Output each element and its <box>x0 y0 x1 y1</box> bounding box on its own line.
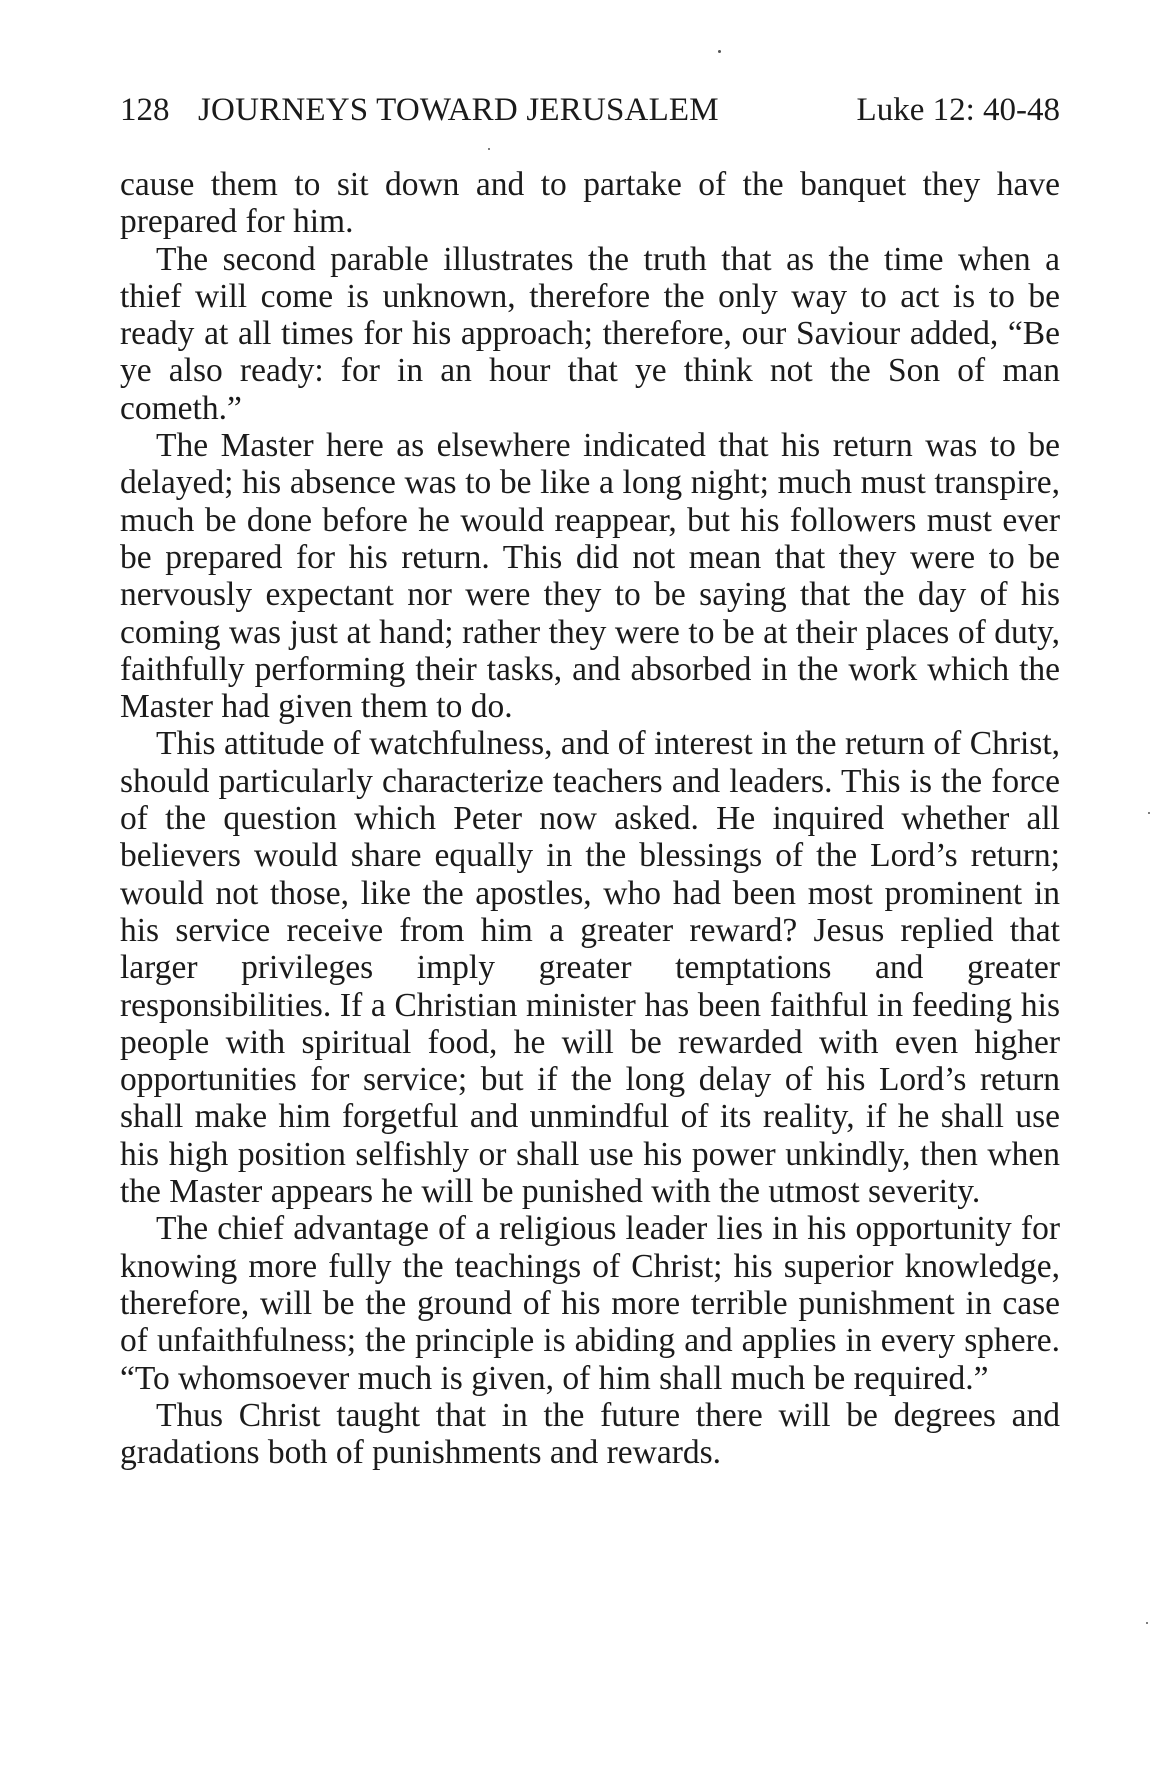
running-title: JOURNEYS TOWARD JERUSALEM <box>198 92 719 128</box>
page-number: 128 <box>120 92 170 128</box>
scan-speck <box>488 148 490 150</box>
scan-speck <box>1146 1622 1148 1624</box>
paragraph: The chief advantage of a religious leader lies in his opportunity for knowing more fully the teachings of Christ; his superior knowledge, therefore, will be the ground of his more terrible punishment in case of unfaithfulness; the principle is abiding and applies in every sphere. “To whomsoever much is given, of him shall much be required.” <box>120 1210 1060 1397</box>
paragraph: Thus Christ taught that in the future there will be degrees and gradations both of punishments and rewards. <box>120 1396 1060 1472</box>
paragraph: The second parable illustrates the truth that as the time when a thief will come is unknown, therefore the only way to act is to be ready at all times for his approach; therefore, our Saviour added, “Be ye also ready: for in an hour that ye think not the Son of man cometh.” <box>120 240 1060 427</box>
scan-speck <box>718 50 721 53</box>
paragraph-continued: cause them to sit down and to partake of the banquet they have prepared for him. <box>120 166 1060 241</box>
paragraph: The Master here as elsewhere indicated that his return was to be delayed; his absence was to be like a long night; much must transpire, much be done before he would reappear, but his followers must ever be prepared for his return. This did not mean that they were to be nervously expectant nor were they to be saying that the day of his coming was just at hand; rather they were to be at their places of duty, faithfully performing their tasks, and absorbed in the work which the Master had given them to do. <box>120 427 1060 726</box>
scripture-reference: Luke 12: 40-48 <box>856 92 1060 128</box>
scan-speck <box>1148 812 1150 814</box>
paragraph: This attitude of watchfulness, and of interest in the return of Christ, should particularly characterize teachers and leaders. This is the force of the question which Peter now asked. He inquired whether all believers would share equally in the blessings of the Lord’s return; would not those, like the apostles, who had been most prominent in his service receive from him a greater reward? Jesus replied that larger privileges imply greater temptations and greater responsibilities. If a Christian minister has been faithful in feeding his people with spiritual food, he will be rewarded with even higher opportunities for service; but if the long delay of his Lord’s return shall make him forgetful and unmindful of its reality, if he shall use his high position selfishly or shall use his power unkindly, then when the Master appears he will be punished with the utmost severity. <box>120 725 1060 1211</box>
running-header <box>120 88 1060 132</box>
body-text <box>120 166 1060 1471</box>
